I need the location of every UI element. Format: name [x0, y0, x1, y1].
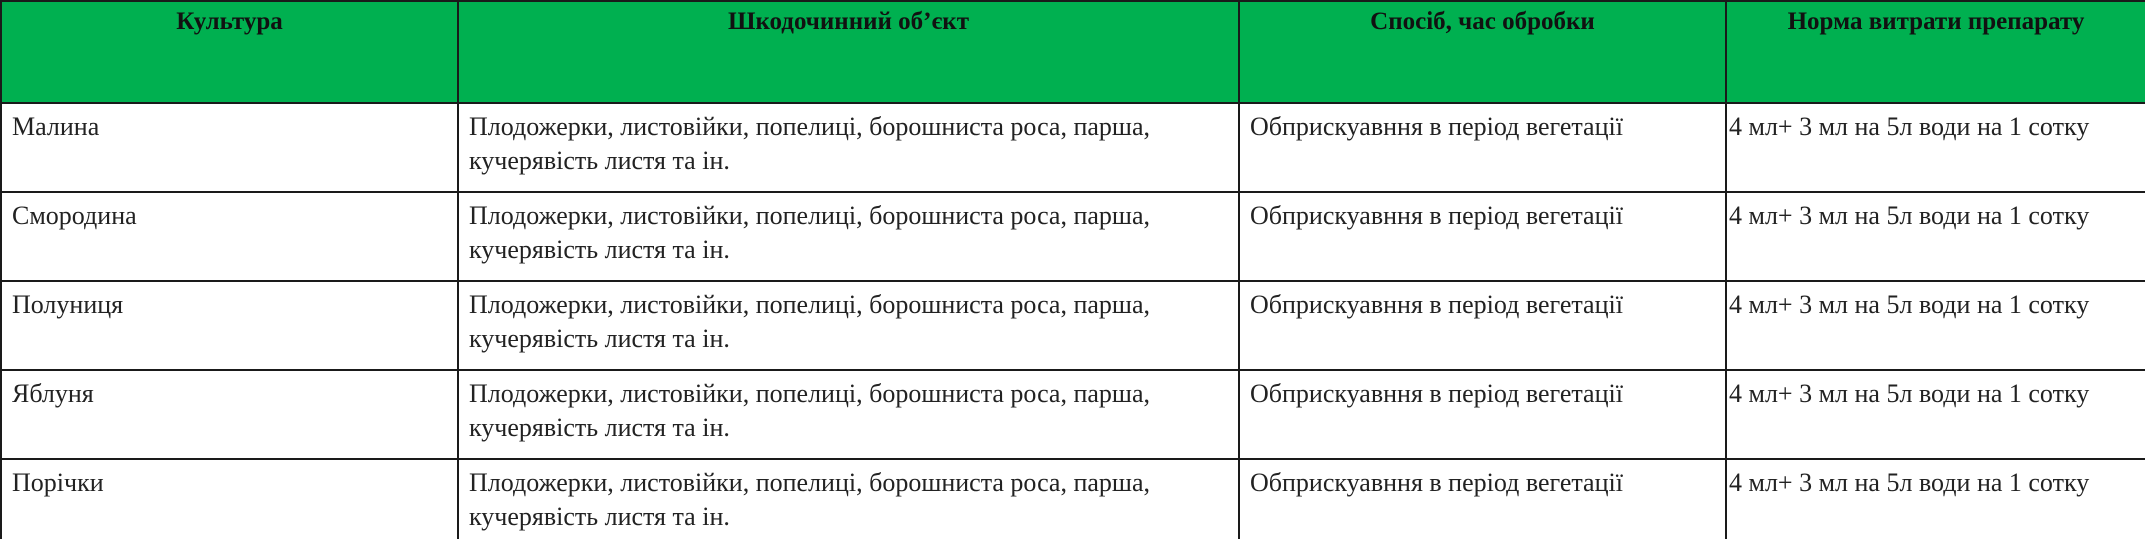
- table-row: [1, 459, 2145, 539]
- cell-crop: Полуниця: [1, 281, 458, 370]
- table-row: [1, 103, 2145, 192]
- cell-target: Плодожерки, листовійки, попелиці, борошниста роса, парша, кучерявість листя та ін.: [458, 459, 1239, 539]
- cell-method: Обприскуавння в період вегетації: [1239, 370, 1726, 459]
- cell-method: Обприскуавння в період вегетації: [1239, 103, 1726, 192]
- cell-method: Обприскуавння в період вегетації: [1239, 281, 1726, 370]
- cell-rate: 4 мл+ 3 мл на 5л води на 1 сотку: [1726, 459, 2145, 539]
- cell-target: Плодожерки, листовійки, попелиці, борошниста роса, парша, кучерявість листя та ін.: [458, 192, 1239, 281]
- cell-rate: 4 мл+ 3 мл на 5л води на 1 сотку: [1726, 370, 2145, 459]
- cell-rate: 4 мл+ 3 мл на 5л води на 1 сотку: [1726, 192, 2145, 281]
- table-header-row: [1, 1, 2145, 103]
- cell-rate: 4 мл+ 3 мл на 5л води на 1 сотку: [1726, 103, 2145, 192]
- cell-target: Плодожерки, листовійки, попелиці, борошниста роса, парша, кучерявість листя та ін.: [458, 103, 1239, 192]
- cell-crop: Порічки: [1, 459, 458, 539]
- cell-crop: Смородина: [1, 192, 458, 281]
- cell-crop: Малина: [1, 103, 458, 192]
- cell-method: Обприскуавння в період вегетації: [1239, 459, 1726, 539]
- cell-target: Плодожерки, листовійки, попелиці, борошниста роса, парша, кучерявість листя та ін.: [458, 281, 1239, 370]
- header-crop: Культура: [1, 1, 458, 103]
- table-row: [1, 192, 2145, 281]
- header-method: Спосіб, час обробки: [1239, 1, 1726, 103]
- cell-rate: 4 мл+ 3 мл на 5л води на 1 сотку: [1726, 281, 2145, 370]
- cell-target: Плодожерки, листовійки, попелиці, борошниста роса, парша, кучерявість листя та ін.: [458, 370, 1239, 459]
- header-rate: Норма витрати препарату: [1726, 1, 2145, 103]
- table-row: [1, 281, 2145, 370]
- header-target: Шкодочинний об’єкт: [458, 1, 1239, 103]
- cell-method: Обприскуавння в період вегетації: [1239, 192, 1726, 281]
- table-row: [1, 370, 2145, 459]
- cell-crop: Яблуня: [1, 370, 458, 459]
